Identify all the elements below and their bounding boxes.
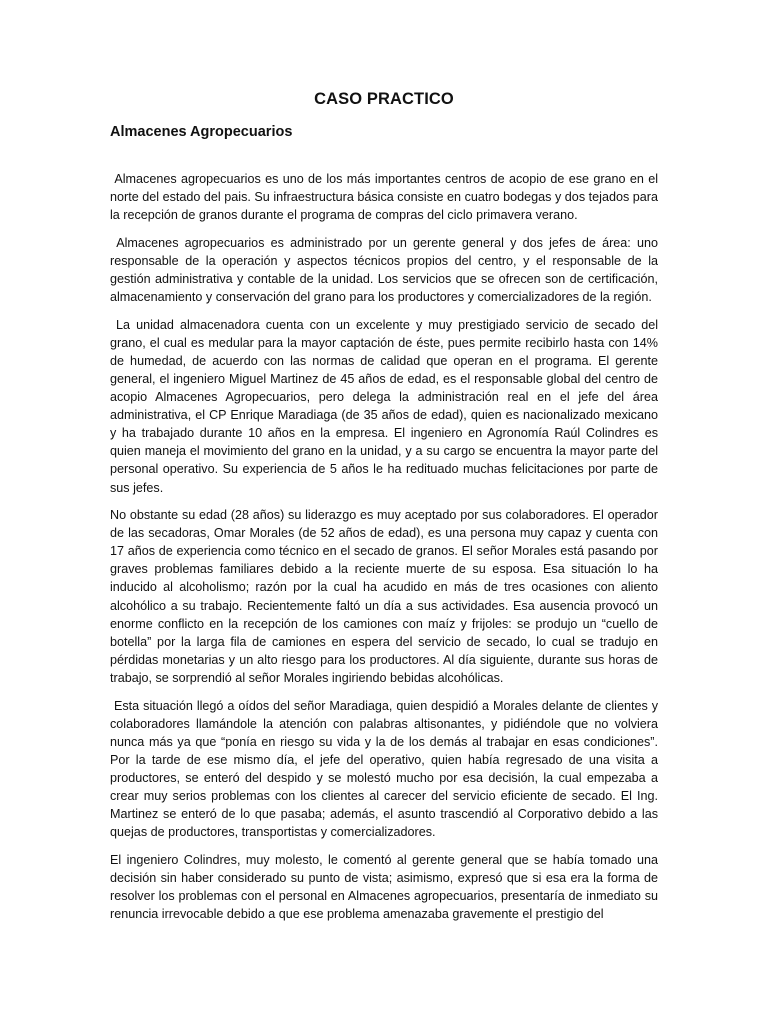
- document-title: CASO PRACTICO: [314, 90, 454, 108]
- paragraph-4: No obstante su edad (28 años) su liderazgo es muy aceptado por sus colaboradores. El operador de las secadoras, Omar Morales (de 52 años de edad), es una persona muy capaz y cuenta con 17 años de experiencia como técnico en el secado de granos. El señor Morales está pasando por graves problemas familiares debido a la reciente muerte de su esposa. Esa situación lo ha inducido al alcoholismo; razón por la cual ha acudido en más de tres ocasiones con aliento alcohólico a su trabajo. Recientemente faltó un día a sus actividades. Esa ausencia provocó un enorme conflicto en la recepción de los camiones con maíz y frijoles: se produjo un “cuello de botella” por la larga fila de camiones en espera del servicio de secado, lo cual se tradujo en pérdidas monetarias y un alto riesgo para los productores. Al día siguiente, durante sus horas de trabajo, se sorprendió al señor Morales ingiriendo bebidas alcohólicas.: [110, 508, 662, 685]
- document-subtitle: Almacenes Agropecuarios: [110, 124, 293, 140]
- paragraph-5: Esta situación llegó a oídos del señor Maradiaga, quien despidió a Morales delante de clientes y colaboradores llamándole la atención con palabras altisonantes, y pidiéndole que no volviera nunca más ya que “ponía en riesgo su vida y la de los demás al trabajar en esas condiciones”. Por la tarde de ese mismo día, el jefe del operativo, quien había regresado de una visita a productores, se enteró del despido y se molestó mucho por esa decisión, la cual empezaba a crear muy serios problemas con los clientes al carecer del servicio eficiente de secado. El Ing. Martinez se enteró de lo que pasaba; además, el asunto trascendió al Corporativo debido a las quejas de productores, transportistas y comercializadores.: [110, 698, 662, 840]
- document-page: [110, 88, 662, 933]
- paragraph-1: Almacenes agropecuarios es uno de los más importantes centros de acopio de ese grano en el norte del estado del pais. Su infraestructura básica consiste en cuatro bodegas y dos tejados para la recepción de granos durante el programa de compras del ciclo primavera verano.: [110, 172, 662, 223]
- paragraph-3: La unidad almacenadora cuenta con un excelente y muy prestigiado servicio de secado del grano, el cual es medular para la mayor captación de éste, pues permite recibirlo hasta con 14% de humedad, de acuerdo con las normas de calidad que operan en el programa. El gerente general, el ingeniero Miguel Martinez de 45 años de edad, es el responsable global del centro de acopio Almacenes Agropecuarios, pero delega la administración real en el jefe del área administrativa, el CP Enrique Maradiaga (de 35 años de edad), quien es nacionalizado mexicano y ha trabajado durante 10 años en la empresa. El ingeniero en Agronomía Raúl Colindres es quien maneja el movimiento del grano en la unidad, y a su cargo se encuentra la mayor parte del personal operativo. Su experiencia de 5 años le ha redituado muchas felicitaciones por parte de sus jefes.: [110, 317, 662, 495]
- paragraph-2: Almacenes agropecuarios es administrado por un gerente general y dos jefes de área: uno responsable de la operación y aspectos técnicos propios del centro, y el responsable de la gestión administrativa y contable de la unidad. Los servicios que se ofrecen son de certificación, almacenamiento y conservación del grano para los productores y comercializadores de la región.: [110, 235, 662, 305]
- paragraph-6: El ingeniero Colindres, muy molesto, le comentó al gerente general que se había tomado una decisión sin haber considerado su punto de vista; asimismo, expresó que si esa era la forma de resolver los problemas con el personal en Almacenes agropecuarios, presentaría de inmediato su renuncia irrevocable debido a que ese problema amenazaba gravemente el prestigio del: [110, 852, 662, 922]
